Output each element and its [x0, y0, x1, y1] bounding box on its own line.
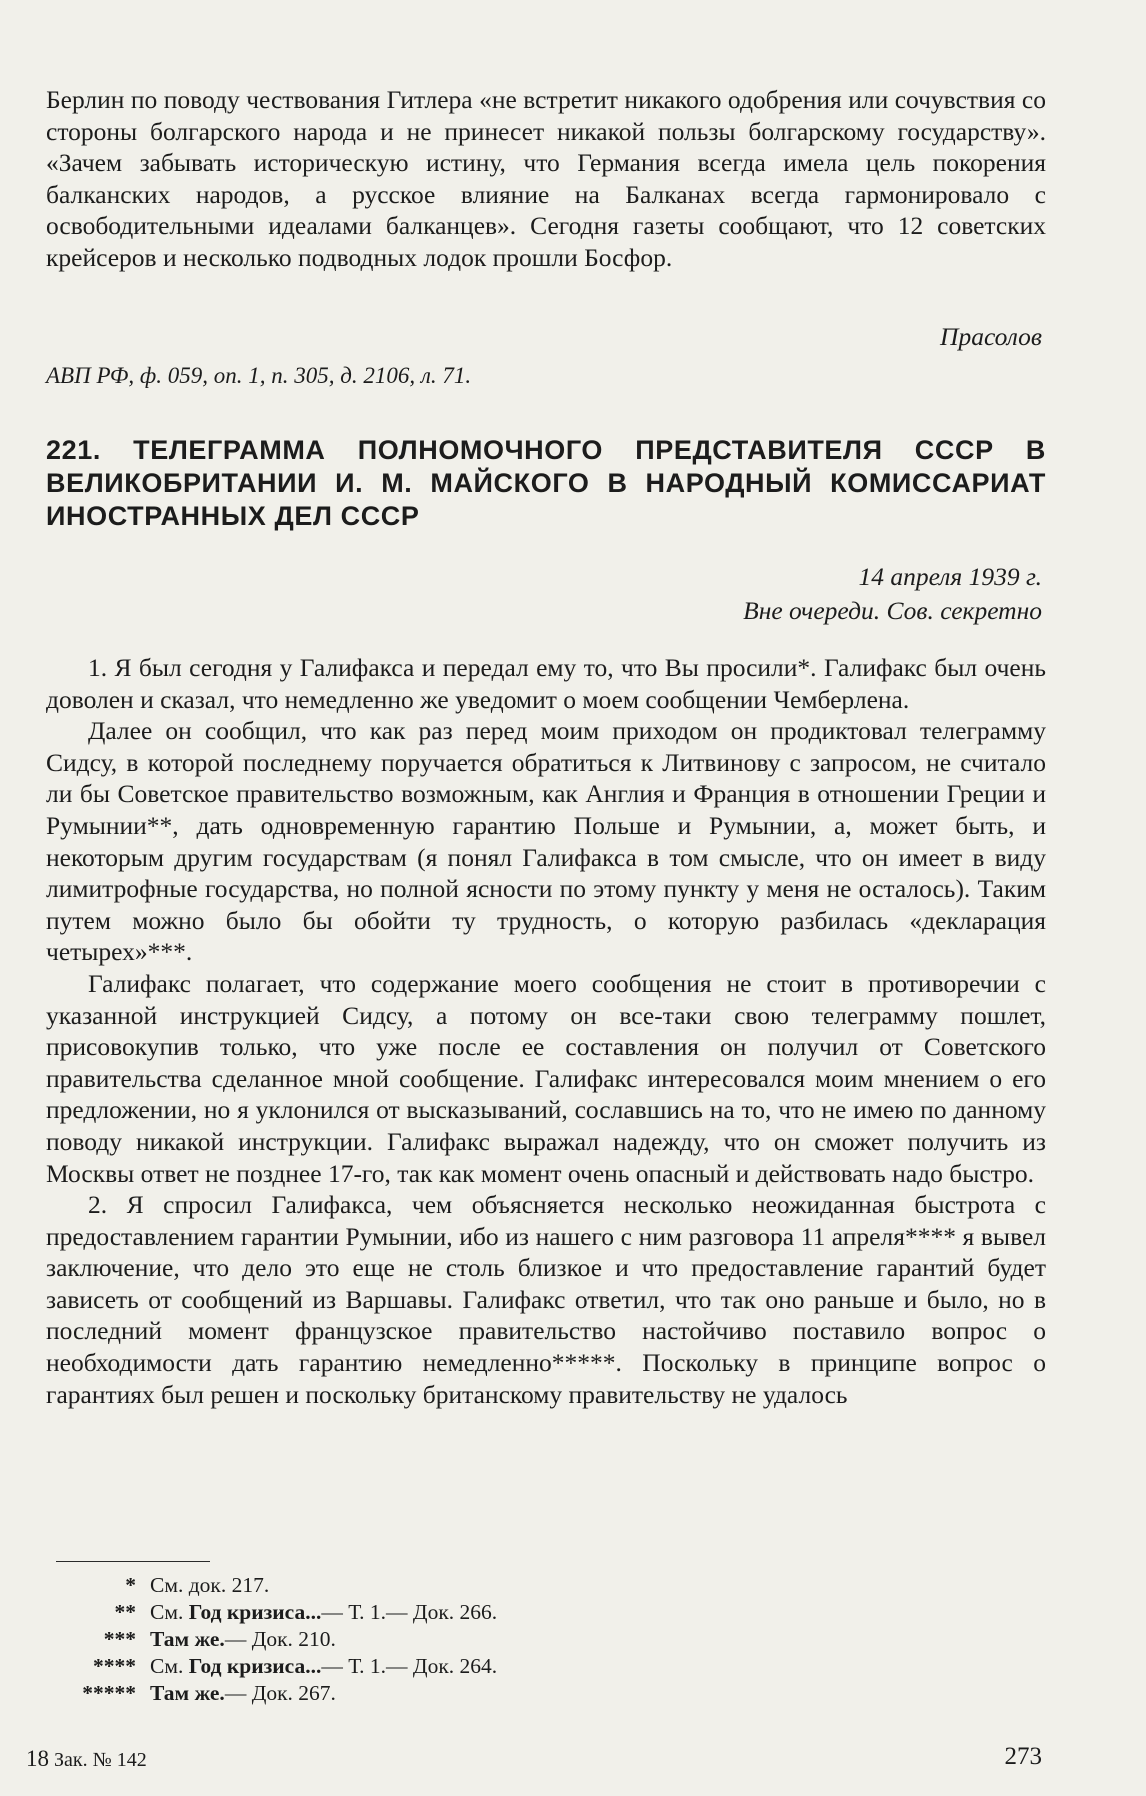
footnote-ref: — Т. 1.— Док. 266. — [321, 1600, 498, 1624]
body-paragraph-4: 2. Я спросил Галифакса, чем объясняется несколько неожиданная быстрота с предоставлением гарантии Румынии, ибо из нашего с ним разговора 11 апреля**** я вывел заключение, что дело это еще не столь близкое и что предоставление гарантий будет зависеть от сообщений из Варшавы. Галифакс ответил, что так оно раньше и было, но в последний момент французское правительство настойчиво поставило вопрос о необходимости дать гарантию немедленно*****. Поскольку в принципе вопрос о гарантиях был решен и поскольку британскому правительству не удалось — [46, 1190, 1046, 1409]
archive-reference: АВП РФ, ф. 059, оп. 1, п. 305, д. 2106, л. 71. — [46, 363, 472, 388]
signature-number: 18 — [26, 1746, 49, 1771]
document-classification: Вне очереди. Сов. секретно — [743, 596, 1042, 625]
footnote-5 — [56, 1680, 497, 1707]
footnote-text: См. док. 217. — [150, 1573, 270, 1597]
footnote-source: Год кризиса... — [188, 1600, 322, 1624]
document-body — [46, 652, 1046, 1410]
footnote-4 — [56, 1653, 497, 1680]
footnote-source: Год кризиса... — [188, 1654, 322, 1678]
intro-paragraph: Берлин по поводу чествования Гитлера «не встретит никакого одобрения или сочувствия со стороны болгарского народа и не принесет никакой пользы болгарскому государству». «Зачем забывать историческую истину, что Германия всегда имела цель покорения балканских народов, а русское влияние на Балканах всегда гармонировало с освободительными идеалами балканцев». Сегодня газеты сообщают, что 12 советских крейсеров и несколько подводных лодок прошли Босфор. — [46, 85, 1046, 272]
footnote-source: Там же. — [150, 1627, 225, 1651]
footnote-source: Там же. — [150, 1681, 225, 1705]
footnote-mark: * — [125, 1573, 136, 1597]
footnote-text: См. — [150, 1654, 189, 1678]
footnote-1 — [56, 1572, 497, 1599]
footnote-ref: — Док. 267. — [224, 1681, 336, 1705]
footnote-ref: — Док. 210. — [224, 1627, 336, 1651]
footnote-divider — [56, 1561, 210, 1562]
footnote-2 — [56, 1599, 497, 1626]
body-paragraph-3: Галифакс полагает, что содержание моего сообщения не стоит в противоречии с указанной инструкцией Сидсу, а потому он все-таки свою телеграмму пошлет, присовокупив только, что уже после ее составления он получил от Советского правительства сделанное мной сообщение. Галифакс интересовался моим мнением о его предложении, но я уклонился от высказываний, сославшись на то, что не имею по данному поводу никакой инструкции. Галифакс выражал надежду, что он сможет получить из Москвы ответ не позднее 17-го, так как момент очень опасный и действовать надо быстро. — [46, 968, 1046, 1188]
footnote-ref: — Т. 1.— Док. 264. — [321, 1654, 498, 1678]
order-number: Зак. № 142 — [54, 1749, 147, 1771]
body-paragraph-1: 1. Я был сегодня у Галифакса и передал ему то, что Вы просили*. Галифакс был очень доволен и сказал, что немедленно же уведомит о моем сообщении Чемберлена. — [46, 653, 1046, 714]
footnote-text: См. — [150, 1600, 189, 1624]
footnote-mark: ** — [114, 1600, 136, 1624]
body-paragraph-2: Далее он сообщил, что как раз перед моим приходом он продиктовал телеграмму Сидсу, в которой последнему поручается обратиться к Литвинову с запросом, не считало ли бы Советское правительство возможным, как Англия и Франция в отношении Греции и Румынии**, дать одновременную гарантию Польше и Румынии, а, может быть, и некоторым другим государствам (я понял Галифакса в том смысле, что он имеет в виду лимитрофные государства, но полной ясности по этому пункту у меня не осталось). Таким путем можно было бы обойти ту трудность, о которую разбилась «декларация четырех»***. — [46, 716, 1046, 967]
printer-signature — [26, 1746, 147, 1772]
previous-document-signature: Прасолов — [940, 322, 1042, 351]
footnote-mark: *** — [103, 1627, 136, 1651]
footnotes — [56, 1572, 497, 1707]
footnote-mark: **** — [93, 1654, 136, 1678]
footnote-mark: ***** — [82, 1681, 136, 1705]
document-heading: 221. ТЕЛЕГРАММА ПОЛНОМОЧНОГО ПРЕДСТАВИТЕЛЯ СССР В ВЕЛИКОБРИТАНИИ И. М. МАЙСКОГО В НАРОДНЫЙ КОМИССАРИАТ ИНОСТРАННЫХ ДЕЛ СССР — [46, 435, 1046, 531]
document-date: 14 апреля 1939 г. — [858, 562, 1042, 591]
footnote-3 — [56, 1626, 497, 1653]
page-number: 273 — [1004, 1743, 1042, 1770]
